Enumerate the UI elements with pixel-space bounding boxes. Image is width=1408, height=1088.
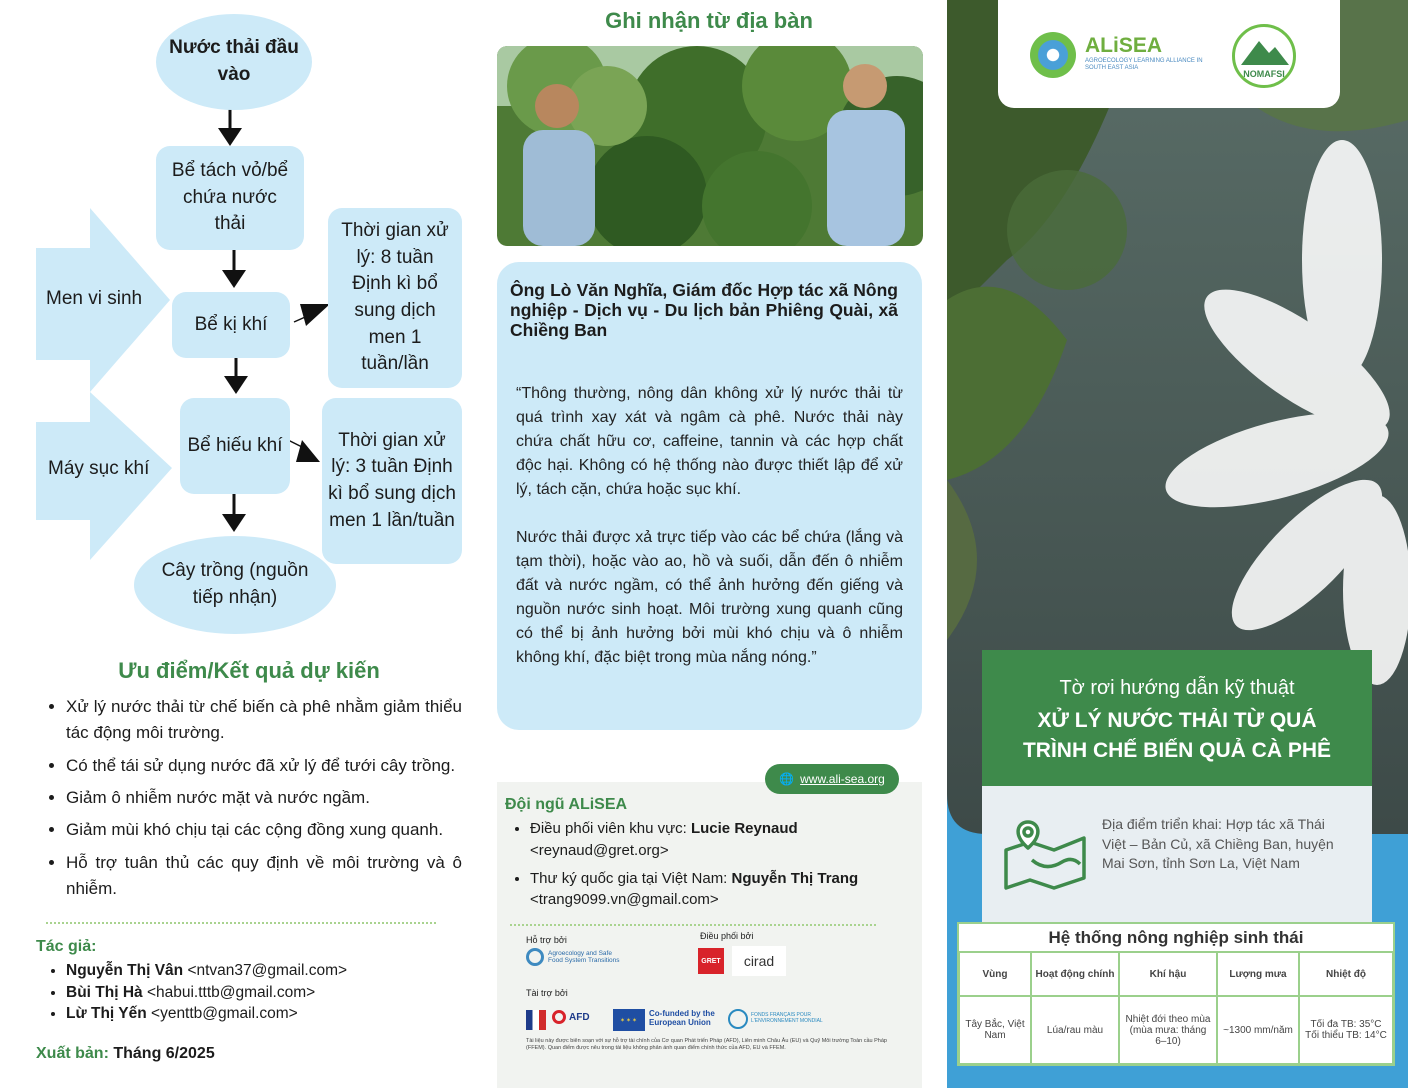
cirad-logo: cirad: [732, 946, 786, 976]
anaerobic-note-text: Thời gian xử lý: 8 tuần Định kì bổ sung dịch men 1 tuần/lần: [341, 220, 449, 375]
french-republic-icon: [526, 1010, 546, 1030]
table-header-cell: Khí hậu: [1119, 952, 1217, 996]
agro-table-title: Hệ thống nông nghiệp sinh thái: [959, 924, 1393, 952]
cover-subtitle: Tờ rơi hướng dẫn kỹ thuật: [1059, 677, 1295, 699]
aerobic-tank-label: Bể hiếu khí: [187, 434, 283, 456]
globe-icon: 🌐: [779, 772, 795, 786]
table-header-cell: Vùng: [959, 952, 1031, 996]
coordinator-email[interactable]: <reynaud@gret.org>: [530, 841, 669, 859]
author-name: Nguyễn Thị Vân: [66, 962, 188, 979]
input-label: Nước thải đầu vào: [169, 37, 299, 85]
team-divider: [510, 924, 876, 926]
authors-list: [46, 960, 347, 1025]
aerobic-note: [322, 398, 462, 564]
authors-label: Tác giả:: [36, 938, 97, 955]
secretary-email[interactable]: <trang9099.vn@gmail.com>: [530, 891, 719, 909]
supported-by-label: Hỗ trợ bởi: [526, 935, 567, 945]
aerator-label: Máy sục khí: [48, 458, 150, 479]
gret-logo: GRET: [698, 948, 724, 974]
advantage-item: • Xử lý nước thải từ chế biến cà phê nhằm giảm thiểu tác động môi trường.: [66, 694, 462, 747]
author-name: Bùi Thị Hà: [66, 983, 147, 1001]
advantages-list: [46, 694, 462, 908]
anaerobic-tank-node: [172, 292, 290, 358]
ffem-globe-icon: [728, 1009, 748, 1029]
anaerobic-tank-label: Bể kị khí: [194, 313, 268, 335]
anaerobic-note: [328, 208, 462, 388]
table-cell: Tối đa TB: 35°C Tối thiểu TB: 14°C: [1299, 996, 1393, 1064]
table-cell: Lúa/rau màu: [1031, 996, 1119, 1064]
secretary-name: Nguyễn Thị Trang: [731, 869, 859, 887]
author-name: Lừ Thị Yến: [66, 1005, 152, 1023]
publish-label: Xuất bản:: [36, 1045, 109, 1062]
interviewee-name: Ông Lò Văn Nghĩa, Giám đốc Hợp tác xã Nông nghiệp - Dịch vụ - Du lịch bản Phiêng Quài, xã Chiềng Ban: [510, 280, 898, 341]
author-email[interactable]: <ntvan37@gmail.com>: [187, 962, 348, 979]
author-item: [66, 960, 347, 982]
advantages-title: Ưu điểm/Kết quả dự kiến: [118, 658, 380, 683]
agro-table-row: [959, 996, 1393, 1064]
farmers-photo: [497, 46, 923, 246]
author-email[interactable]: <yenttb@gmail.com>: [151, 1005, 298, 1023]
coordinated-by-label: Điều phối bởi: [700, 931, 754, 941]
acsf-text: Agroecology and Safe Food System Transitions: [548, 949, 620, 964]
advantage-item: • Giảm mùi khó chịu tại các cộng đồng xung quanh.: [66, 817, 462, 843]
agro-table: [957, 922, 1395, 1066]
advantage-item: • Giảm ô nhiễm nước mặt và nước ngầm.: [66, 785, 462, 811]
alisea-name: ALiSEA: [1085, 34, 1163, 57]
team-title: Đội ngũ ALiSEA: [505, 796, 628, 813]
afd-logo: [552, 1010, 590, 1024]
advantage-item: • Có thể tái sử dụng nước đã xử lý để tưới cây trồng.: [66, 753, 462, 779]
receiving-crops-node: [134, 536, 336, 634]
table-cell: Tây Bắc, Việt Nam: [959, 996, 1031, 1064]
alisea-tagline: AGROECOLOGY LEARNING ALLIANCE IN SOUTH EAST ASIA: [1085, 58, 1203, 72]
ffem-logo: [728, 1009, 823, 1029]
table-header-cell: Lượng mưa: [1217, 952, 1299, 996]
title-banner: [982, 650, 1372, 786]
separator-tank-label: Bể tách vỏ/bể chứa nước thải: [171, 160, 289, 235]
separator-tank-node: [156, 146, 304, 250]
advantage-item: • Hỗ trợ tuân thủ các quy định về môi trường và ô nhiễm.: [66, 850, 462, 903]
coordinator-role: Điều phối viên khu vực:: [530, 820, 691, 837]
funded-by-label: Tài trợ bởi: [526, 988, 568, 998]
ffem-text: FONDS FRANÇAIS POUR L'ENVIRONNEMENT MONDIAL: [751, 1012, 823, 1024]
table-header-cell: Nhiệt độ: [1299, 952, 1393, 996]
aerobic-tank-node: [180, 398, 290, 494]
input-node: [156, 14, 312, 110]
team-coordinator: [530, 818, 910, 862]
quote-text: [516, 382, 903, 670]
cover-title: XỬ LÝ NƯỚC THẢI TỪ QUÁ TRÌNH CHẾ BIẾN QUẢ CÀ PHÊ: [1022, 709, 1332, 763]
website-link[interactable]: [765, 764, 899, 794]
table-cell: ~1300 mm/năm: [1217, 996, 1299, 1064]
afd-ring-icon: [552, 1010, 566, 1024]
table-cell: Nhiệt đới theo mùa (mùa mưa: tháng 6–10): [1119, 996, 1217, 1064]
quote-paragraph-2: Nước thải được xả trực tiếp vào các bể chứa (lắng và tạm thời), hoặc vào ao, hồ và suối, dẫn đến ô nhiễm đất và nước ngầm, có thể ảnh hưởng đến giếng và nguồn nước sinh hoạt. Môi trường xung quanh cũng có thể bị ảnh hưởng bởi mùi khó chịu và ô nhiễm không khí, đặc biệt trong mùa nắng nóng.”: [516, 529, 903, 666]
quote-paragraph-1: “Thông thường, nông dân không xử lý nước thải từ quá trình xay xát và ngâm cà phê. Nước thải này chứa chất hữu cơ, caffeine, tannin và các hợp chất độc hại. Không có hệ thống nào được thiết lập để xử lý, tách cặn, chứa hoặc sục khí.: [516, 385, 903, 498]
field-title: Ghi nhận từ địa bàn: [605, 8, 813, 33]
divider: [46, 922, 436, 924]
secretary-role: Thư ký quốc gia tại Việt Nam:: [530, 869, 732, 887]
nomafsi-text: NOMAFSI: [1243, 69, 1285, 79]
table-header-cell: Hoạt động chính: [1031, 952, 1119, 996]
afd-text: AFD: [569, 1011, 590, 1023]
mountain-icon: [1241, 37, 1289, 65]
coordinator-name: Lucie Reynaud: [690, 820, 798, 837]
agro-table-header: [959, 952, 1393, 996]
acsf-logo: [526, 948, 628, 966]
receiving-crops-label: Cây trồng (nguồn tiếp nhận): [161, 560, 309, 608]
team-list: [510, 818, 910, 917]
eu-text: Co-funded by the European Union: [649, 1009, 715, 1027]
website-text: www.ali-sea.org: [800, 772, 885, 786]
author-email[interactable]: <habui.tttb@gmail.com>: [146, 983, 316, 1001]
map-pin-icon: [1002, 820, 1088, 890]
acsf-circle-icon: [526, 948, 544, 966]
publish-line: [36, 1045, 215, 1063]
author-item: [66, 1003, 347, 1025]
disclaimer: Tài liệu này được biên soạn với sự hỗ trợ tài chính của Cơ quan Phát triển Pháp (AFD), Liên minh Châu Âu (EU) và Quỹ Môi trường Toàn cầu Pháp (FFEM). Quan điểm được nêu trong tài liệu không phản ánh quan điểm chính thức của AFD, EU và FFEM.: [526, 1038, 887, 1052]
location-text: Địa điểm triển khai: Hợp tác xã Thái Việt – Bản Củ, xã Chiềng Ban, huyện Mai Sơn, tỉnh Sơn La, Việt Nam: [1102, 816, 1334, 872]
team-secretary: [530, 868, 910, 912]
aerobic-note-text: Thời gian xử lý: 3 tuần Định kì bổ sung dịch men 1 lần/tuần: [328, 429, 456, 531]
eu-flag-icon: ✶✶✶: [613, 1009, 645, 1031]
author-item: [66, 982, 347, 1004]
nomafsi-logo: [1232, 24, 1296, 88]
microbes-label: Men vi sinh: [46, 288, 143, 309]
publish-date: Tháng 6/2025: [113, 1045, 215, 1062]
alisea-flower-icon: [1030, 32, 1076, 78]
